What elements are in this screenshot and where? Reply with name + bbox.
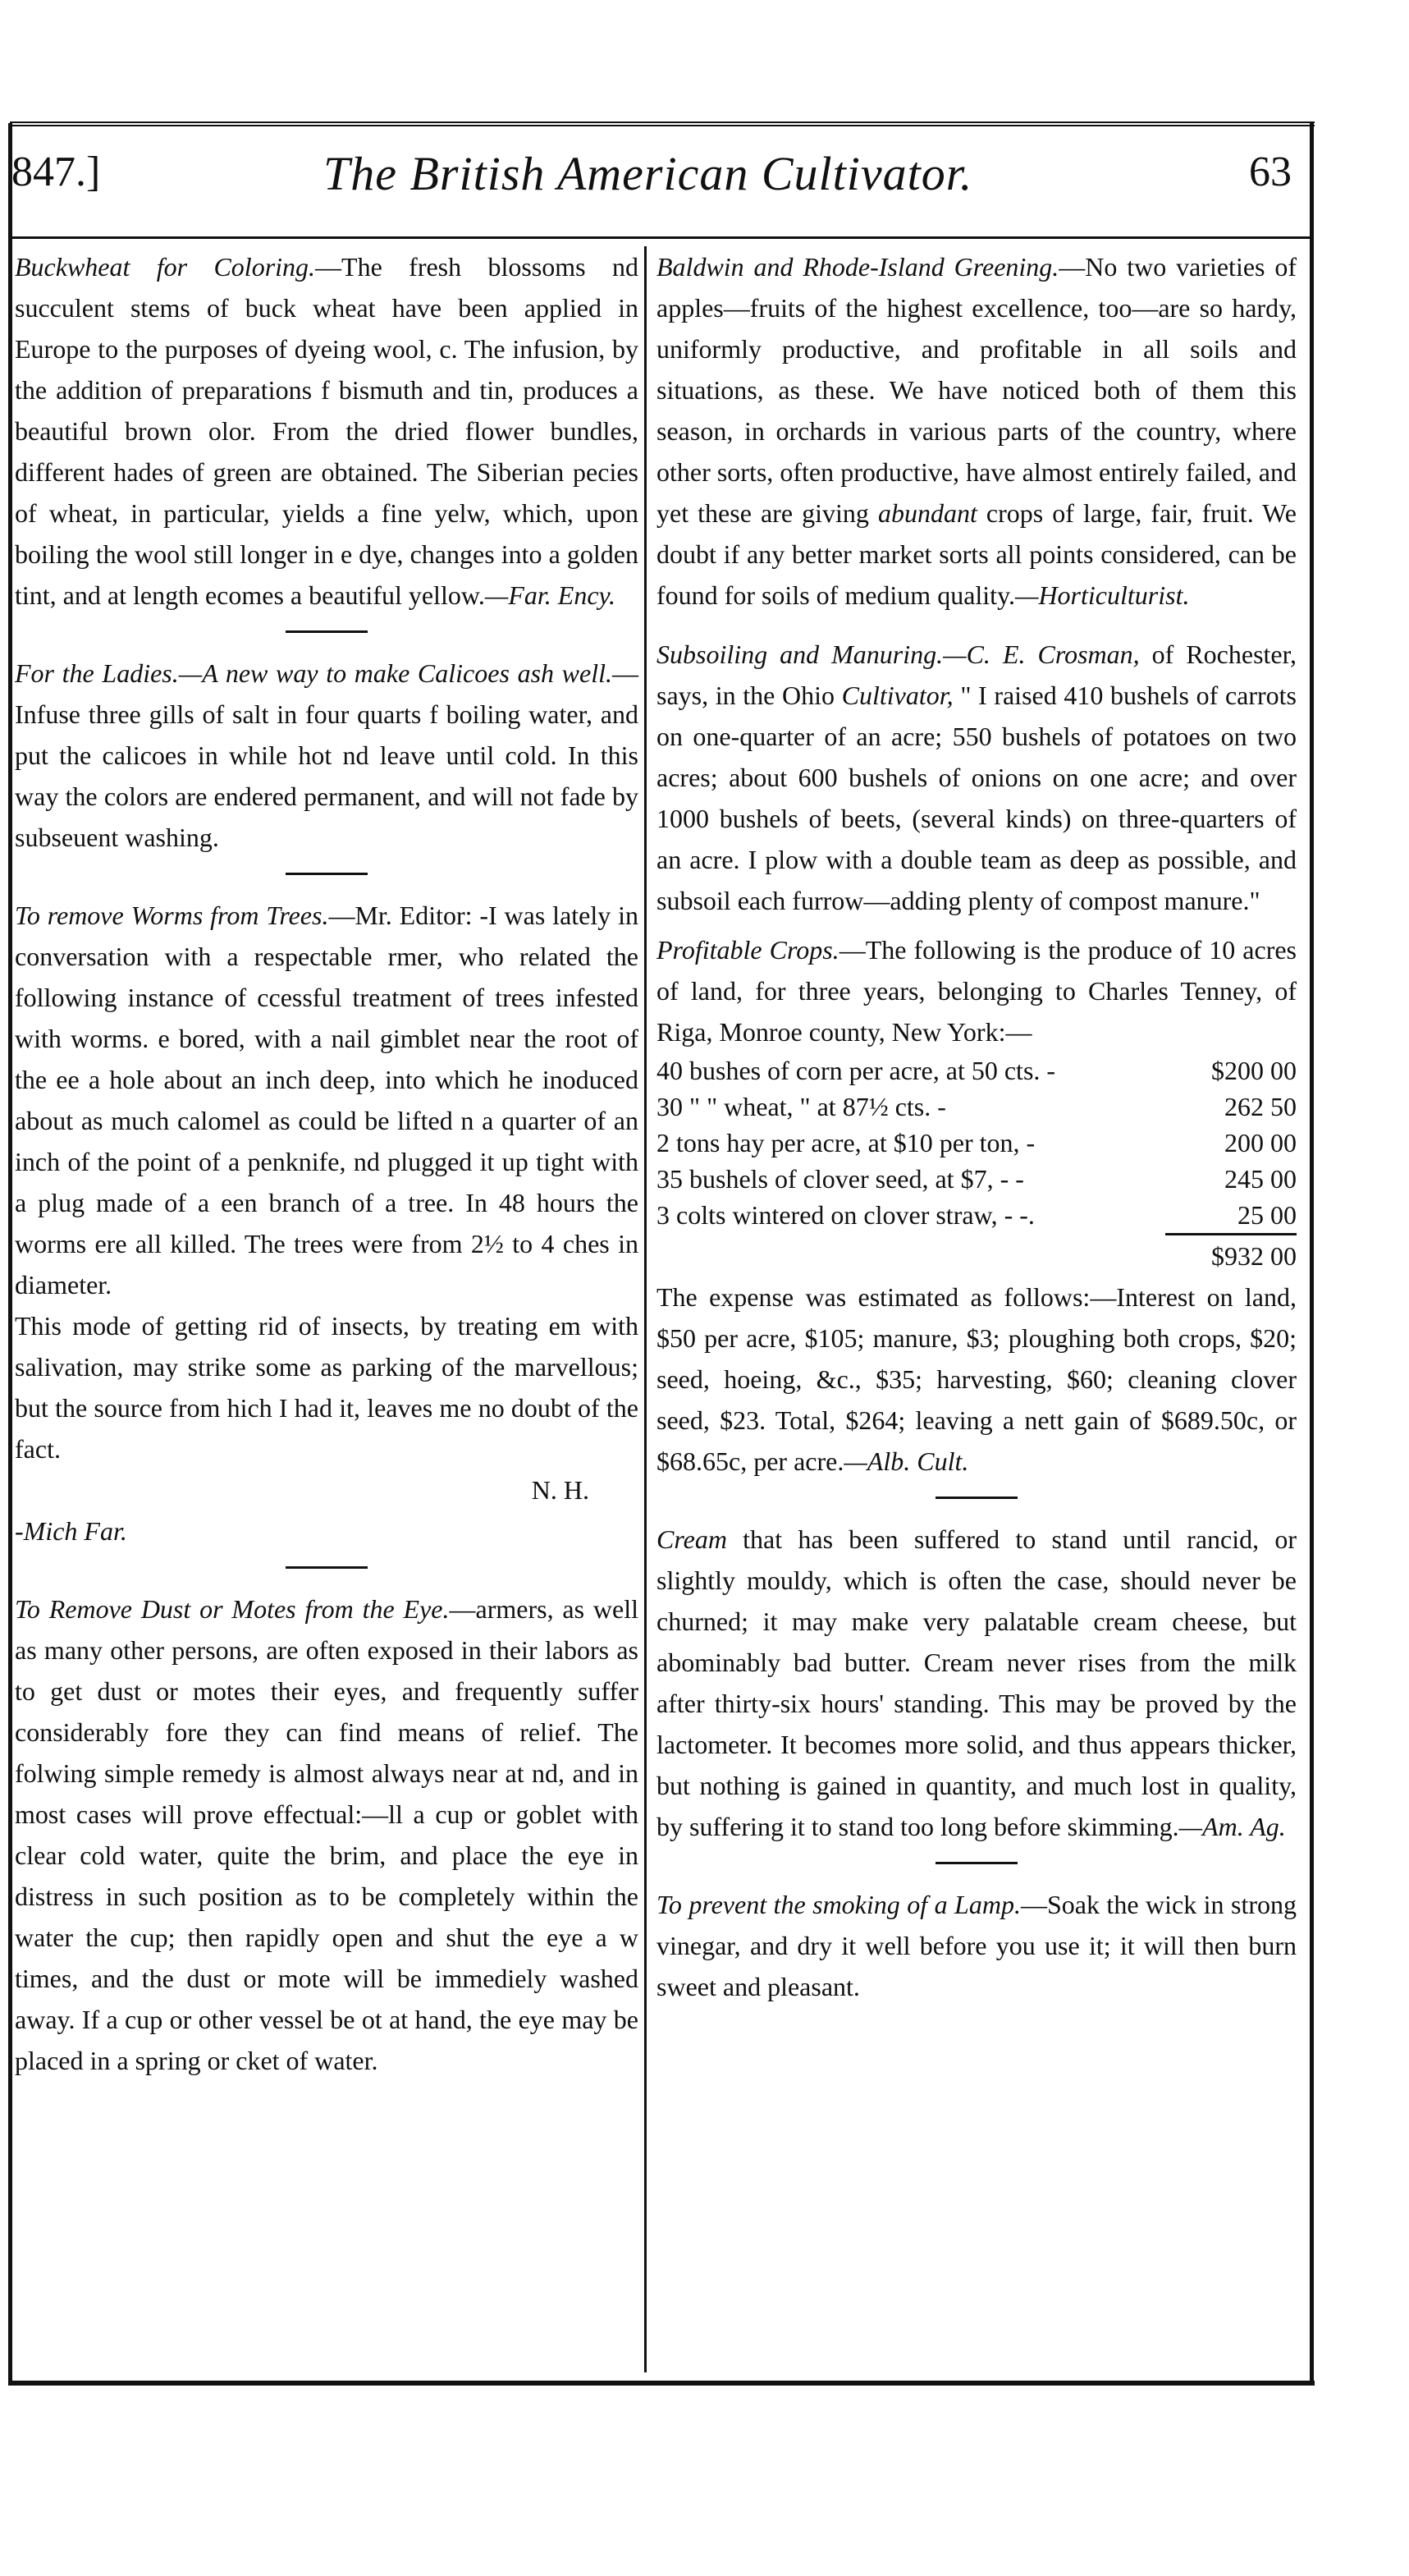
article-body: —Infuse three gills of salt in four quarts f boiling water, and put the calicoes in while hot nd leave until cold. In this way the colors are endered permanent, and will not fade by subseuent washing. xyxy=(15,658,638,852)
article-heading: Buckwheat for Coloring. xyxy=(15,252,316,282)
crops-item: 3 colts wintered on clover straw, - -. xyxy=(656,1200,1035,1230)
crops-item: 2 tons hay per acre, at $10 per ton, - xyxy=(656,1128,1036,1157)
crops-item: 40 bushes of corn per acre, at 50 cts. - xyxy=(656,1056,1056,1085)
crops-row xyxy=(656,1161,1297,1197)
right-column xyxy=(656,246,1297,2007)
top-border xyxy=(10,121,1315,126)
right-border xyxy=(1310,123,1314,2381)
article-heading: Subsoiling and Manuring.—C. E. Crosman, xyxy=(656,639,1140,669)
left-column xyxy=(15,246,638,2081)
article-source: —Alb. Cult. xyxy=(844,1446,969,1476)
column-divider xyxy=(644,246,647,2372)
article-separator xyxy=(936,1497,1018,1499)
article-body: —armers, as well as many other persons, are often exposed in their labors as to get dust or motes their eyes, and frequently suffer considerably fore they can find means of relief. The folwing simple remedy is almost always near at nd, and in most cases will prove effectual:—ll a cup or goblet with clear cold water, quite the brim, and place the eye in distress in such position as to be completely within the water the cup; then rapidly open and shut the eye a w times, and the dust or mote will be immediely washed away. If a cup or other vessel be ot at hand, the eye may be placed in a spring or cket of water. xyxy=(15,1594,639,2075)
article-separator xyxy=(286,1566,368,1569)
article-source: -Mich Far. xyxy=(15,1516,127,1546)
article-subsoiling xyxy=(656,634,1297,921)
crops-row xyxy=(656,1089,1297,1125)
article-heading: To Remove Dust or Motes from the Eye. xyxy=(15,1594,450,1624)
article-worms xyxy=(15,895,638,1305)
crops-row xyxy=(656,1052,1297,1089)
article-body: The expense was estimated as follows:—Interest on land, $50 per acre, $105; manure, $3; ploughing both crops, $20; seed, hoeing, &c., $35; harvesting, $60; cleaning clover seed, $23. Total, $264; leaving a nett gain of $689.50c, or $68.65c, per acre. xyxy=(656,1282,1297,1476)
crops-amount: 25 00 xyxy=(1237,1200,1297,1230)
crops-item: 35 bushels of clover seed, at $7, - - xyxy=(656,1164,1024,1194)
article-lamp xyxy=(656,1884,1297,2007)
article-source: —Am. Ag. xyxy=(1178,1812,1286,1841)
article-body-end: " I raised 410 bushels of carrots on one-quarter of an acre; 550 bushels of potatoes on two acres; about 600 bushels of onions on one acre; and over 1000 bushels of beets, (several kinds) on three-quarters of an acre. I plow with a double team as deep as possible, and subsoil each furrow—adding plenty of compost manure." xyxy=(656,681,1297,915)
article-signature: N. H. xyxy=(531,1475,589,1505)
article-heading: To remove Worms from Trees. xyxy=(15,901,329,930)
article-body-end: crops of large, fair, fruit. We doubt if any better market sorts all points considered, can be found for soils of medium quality. xyxy=(656,498,1297,610)
article-body: —Soak the wick in strong vinegar, and dry it well before you use it; it will then burn sweet and pleasant. xyxy=(656,1890,1297,2001)
article-heading: To prevent the smoking of a Lamp. xyxy=(656,1890,1021,1919)
article-body: —The fresh blossoms nd succulent stems of buck wheat have been applied in Europe to the purposes of dyeing wool, c. The infusion, by the addition of preparations f bismuth and tin, produces a beautiful brown olor. From the dried flower bundles, different hades of green are obtained. The Siberian pecies of wheat, in particular, yields a fine yelw, which, upon boiling the wool still longer in e dye, changes into a golden tint, and at length ecomes a beautiful yellow. xyxy=(15,252,639,610)
crops-row xyxy=(656,1125,1297,1161)
issue-date: 847.] xyxy=(11,149,101,195)
crops-amount: 200 00 xyxy=(1224,1128,1297,1157)
crops-amount: 245 00 xyxy=(1224,1164,1297,1194)
article-body: of Rochester, says, in the Ohio xyxy=(656,639,1297,710)
crops-row xyxy=(656,1197,1297,1233)
article-body: This mode of getting rid of insects, by treating em with salivation, may strike some as parking of the marvellous; but the source from hich I had it, leaves me no doubt of the fact. xyxy=(15,1311,638,1464)
running-head xyxy=(11,140,1300,222)
article-body: —The following is the produce of 10 acres of land, for three years, belonging to Charles Tenney, of Riga, Monroe county, New York:— xyxy=(656,935,1297,1047)
article-buckwheat xyxy=(15,246,638,616)
article-worms-continued xyxy=(15,1305,638,1469)
article-separator xyxy=(936,1862,1018,1864)
crops-item: 30 " " wheat, " at 87½ cts. - xyxy=(656,1092,946,1121)
article-cream xyxy=(656,1519,1297,1847)
article-dust xyxy=(15,1588,638,2081)
article-source: —Far. Ency. xyxy=(484,580,615,610)
article-body: that has been suffered to stand until rancid, or slightly mouldy, which is often the case, should never be churned; it may make very palatable cream cheese, but abominably bad butter. Cream never rises from the milk after thirty-six hours' standing. This may be proved by the lactometer. It becomes more solid, and thus appears thicker, but nothing is gained in quantity, and much lost in quality, by suffering it to stand too long before skimming. xyxy=(656,1524,1297,1841)
article-heading: Cream xyxy=(656,1524,727,1554)
header-rule xyxy=(10,236,1310,239)
crops-amount: 262 50 xyxy=(1224,1092,1297,1121)
article-apples xyxy=(656,246,1297,616)
article-emphasis: abundant xyxy=(877,498,977,528)
article-heading: Baldwin and Rhode-Island Greening. xyxy=(656,252,1059,282)
article-heading: For the Ladies.—A new way to make Calicoes ash well. xyxy=(15,658,612,688)
article-source: —Horticulturist. xyxy=(1014,580,1190,610)
crops-table xyxy=(656,1052,1297,1277)
article-separator xyxy=(286,630,368,633)
article-crops xyxy=(656,929,1297,1052)
article-ladies xyxy=(15,653,638,858)
article-body: —Mr. Editor: -I was lately in conversation with a respectable rmer, who related the following instance of ccessful treatment of trees infested with worms. e bored, with a nail gimblet near the root of the ee a hole about an inch deep, into which he inoduced about as much calomel as could be lifted n a quarter of an inch of the point of a penknife, nd plugged it up tight with a plug made of a een branch of a tree. In 48 hours the worms ere all killed. The trees were from 2½ to 4 ches in diameter. xyxy=(15,901,638,1299)
masthead-title: The British American Cultivator. xyxy=(323,147,973,200)
article-body: —No two varieties of apples—fruits of the highest excellence, too—are so hardy, uniformly productive, and profitable in all soils and situations, as these. We have noticed both of them this season, in orchards in various parts of the country, where other sorts, often productive, have almost entirely failed, and yet these are giving xyxy=(656,252,1297,528)
article-emphasis: Cultivator, xyxy=(841,681,954,710)
left-border xyxy=(8,123,12,2381)
bottom-border xyxy=(8,2381,1315,2386)
crops-total: $932 00 xyxy=(1211,1241,1297,1271)
article-separator xyxy=(286,873,368,875)
article-expense xyxy=(656,1277,1297,1482)
crops-amount: $200 00 xyxy=(1211,1056,1297,1085)
page-number: 63 xyxy=(1249,149,1292,195)
article-heading: Profitable Crops. xyxy=(656,935,839,965)
